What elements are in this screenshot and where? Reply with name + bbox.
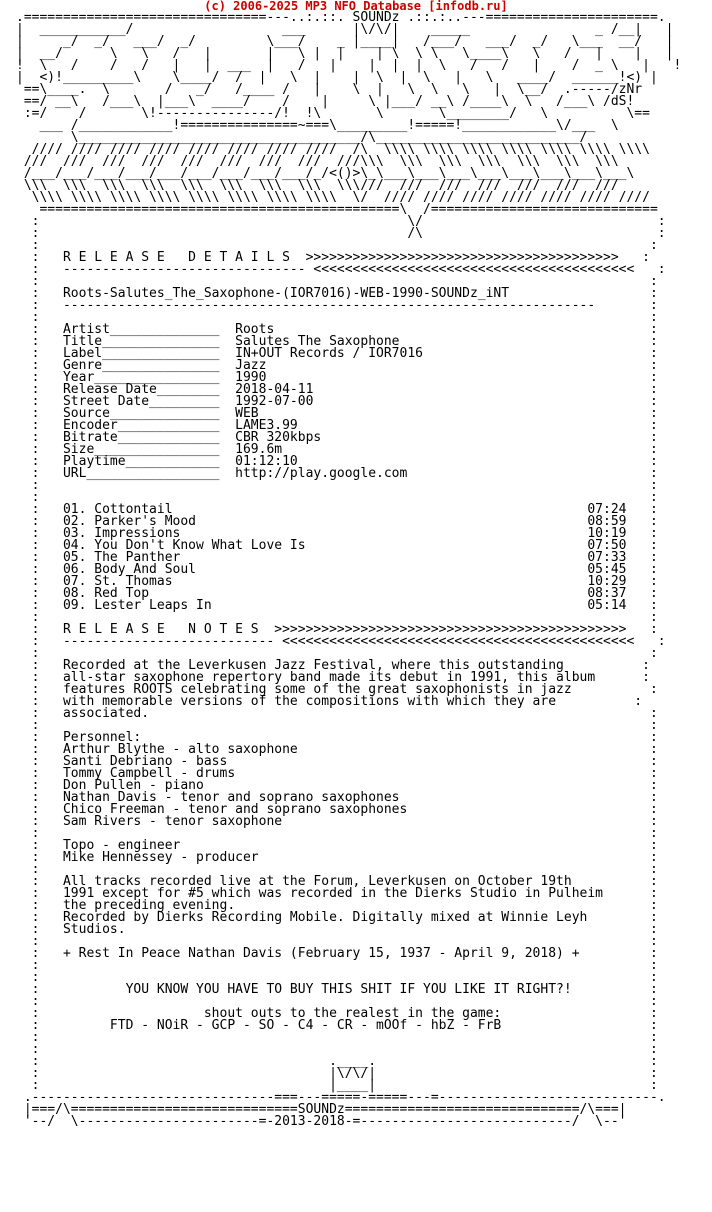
nfo-line: : : [16, 862, 658, 877]
nfo-line: : Recorded by Dierks Recording Mobile. Digitally mixed at Winnie Leyh : [16, 910, 658, 925]
nfo-line: .-------------------------------===---=====-=====---=----------------------------. [16, 1090, 666, 1105]
nfo-line: ! \ / / / | | ___ | / | | | | \ / / | / _ \ | ! [16, 58, 682, 73]
nfo-line: | ___________/ ___ |\/\/| _____ _ /__| | [16, 22, 674, 37]
nfo-line: : Personnel: : [16, 730, 658, 745]
nfo-line: ==============================================\ /============================= [16, 202, 658, 217]
nfo-line: : : [16, 970, 658, 985]
nfo-line: : 07. St. Thomas 10:29 : [16, 574, 658, 589]
nfo-line: : : [16, 718, 658, 733]
nfo-line: : 04. You Don't Know What Love Is 07:50 : [16, 538, 658, 553]
nfo-line: : 02. Parker's Mood 08:59 : [16, 514, 658, 529]
nfo-line: /___/___/___/___/___/___/___/___/___/_/<()>\_\___\___\___\___\___\___\___\___\ [16, 166, 635, 181]
nfo-line: : Source______________ WEB : [16, 406, 658, 421]
nfo-line: : R E L E A S E D E T A I L S >>>>>>>>>>>>>>>>>>>>>>>>>>>>>>>>>>>>>>>> : [16, 250, 650, 265]
nfo-line: : : [16, 646, 658, 661]
nfo-line: : YOU KNOW YOU HAVE TO BUY THIS SHIT IF YOU LIKE IT RIGHT?! : [16, 982, 658, 997]
nfo-line: ___ /____________!===============~===\_________!=====!____________\/___ \ [16, 118, 619, 133]
nfo-line: : associated. : [16, 706, 658, 721]
nfo-line: : ------------------------------- <<<<<<<<<<<<<<<<<<<<<<<<<<<<<<<<<<<<<<<<< : [16, 262, 666, 277]
nfo-line: : |\/\/| : [16, 1066, 658, 1081]
nfo-line: : Encoder_____________ LAME3.99 : [16, 418, 658, 433]
nfo-line: : : [16, 310, 658, 325]
nfo-line: : : [16, 238, 658, 253]
nfo-line: : Mike Hennessey - producer : [16, 850, 658, 865]
nfo-line: : : [16, 994, 658, 1009]
nfo-line: : the preceding evening. : [16, 898, 658, 913]
nfo-line: :=/ / \!---------------/! !\ \ \________/ \ \== [16, 106, 650, 121]
nfo-line: /// /// /// /// /// /// /// /// ///\\\ \\\ \\\ \\\ \\\ \\\ \\\ [16, 154, 619, 169]
nfo-line: : Santi Debriano - bass : [16, 754, 658, 769]
nfo-line: : URL_________________ http://play.google.com : [16, 466, 658, 481]
nfo-line: : : [16, 1042, 658, 1057]
nfo-line: : shout outs to the realest in the game: : [16, 1006, 658, 1021]
nfo-line: | <)!_________\ \____/ / | \ | | \ | \ | \ ____/ ______!<) | [16, 70, 658, 85]
nfo-line: : Playtime____________ 01:12:10 : [16, 454, 658, 469]
nfo-line: : Tommy Campbell - drums : [16, 766, 658, 781]
nfo-text [16, 12, 681, 1128]
nfo-line: : Label_______________ IN+OUT Records / IOR7016 : [16, 346, 658, 361]
nfo-line: : Sam Rivers - tenor saxophone : [16, 814, 658, 829]
nfo-line: : : [16, 1030, 658, 1045]
nfo-line: : + Rest In Peace Nathan Davis (February 15, 1937 - April 9, 2018) + : [16, 946, 658, 961]
nfo-line: : --------------------------- <<<<<<<<<<<<<<<<<<<<<<<<<<<<<<<<<<<<<<<<<<<<< : [16, 634, 666, 649]
nfo-line: : |____| : [16, 1078, 658, 1093]
nfo-line: : : [16, 934, 658, 949]
nfo-line: : Studios. : [16, 922, 658, 937]
nfo-line: |===/\=============================SOUNDz==============================/\===| [16, 1102, 627, 1117]
nfo-line: : Bitrate_____________ CBR 320kbps : [16, 430, 658, 445]
nfo-line: : Genre_______________ Jazz : [16, 358, 658, 373]
nfo-line: : : [16, 478, 658, 493]
nfo-line: : Arthur Blythe - alto saxophone : [16, 742, 658, 757]
nfo-line: : : [16, 274, 658, 289]
nfo-line: : : [16, 490, 658, 505]
nfo-line: : Topo - engineer : [16, 838, 658, 853]
nfo-line: : all-star saxophone repertory band made its debut in 1991, this album : [16, 670, 650, 685]
nfo-line: : 01. Cottontail 07:24 : [16, 502, 658, 517]
nfo-line: : .____. : [16, 1054, 658, 1069]
nfo-line: : 1991 except for #5 which was recorded in the Dierks Studio in Pulheim : [16, 886, 658, 901]
nfo-line: : 05. The Panther 07:33 : [16, 550, 658, 565]
nfo-line: ==\____. \ / _/ /____ / | \ | \ \ \ | \__/ .-----/zNr [16, 82, 643, 97]
nfo-line: \____________________________________/\__________________________/ [16, 130, 588, 145]
nfo-line: : Release Date________ 2018-04-11 : [16, 382, 658, 397]
nfo-line: \\\ \\\ \\\ \\\ \\\ \\\ \\\ \\\ \\\/// /// /// /// /// /// /// [16, 178, 619, 193]
nfo-line: .===============================---..:.::. SOUNDz .::.:..---======================. [16, 10, 666, 25]
nfo-line: : Roots-Salutes_The_Saxophone-(IOR7016)-WEB-1990-SOUNDz_iNT : [16, 286, 658, 301]
nfo-line: : 08. Red Top 08:37 : [16, 586, 658, 601]
nfo-line: : FTD - NOiR - GCP - SO - C4 - CR - mOOf - hbZ - FrB : [16, 1018, 658, 1033]
nfo-line: : with memorable versions of the compositions with which they are : [16, 694, 643, 709]
nfo-line: : : [16, 958, 658, 973]
nfo-line: : Nathan Davis - tenor and soprano saxophones : [16, 790, 658, 805]
nfo-line: //// //// //// //// //// //// //// //// /\ \\\\ \\\\ \\\\ \\\\ \\\\ \\\\ \\\\ [16, 142, 650, 157]
nfo-line: : features ROOTS celebrating some of the great saxophonists in jazz : [16, 682, 658, 697]
nfo-line: ==/ __\ /___\ |___\ ____/ / | \ |___/ __\ /____\ \ /___\ /dS! [16, 94, 635, 109]
nfo-line: : Title_______________ Salutes The Saxophone : [16, 334, 658, 349]
nfo-line: : : [16, 826, 658, 841]
nfo-line: : Street Date_________ 1992-07-00 : [16, 394, 658, 409]
nfo-line: : 06. Body And Soul 05:45 : [16, 562, 658, 577]
nfo-line: : Chico Freeman - tenor and soprano saxophones : [16, 802, 658, 817]
site-header[interactable]: (c) 2006-2025 MP3 NFO Database [infodb.ru] [204, 0, 508, 13]
nfo-line: : : [16, 610, 658, 625]
nfo-line: : 03. Impressions 10:19 : [16, 526, 658, 541]
nfo-line: : Artist______________ Roots : [16, 322, 658, 337]
nfo-line: : Don Pullen - piano : [16, 778, 658, 793]
nfo-line: : All tracks recorded live at the Forum, Leverkusen on October 19th : [16, 874, 658, 889]
nfo-line: : /\ : [16, 226, 666, 241]
nfo-line: '--/ \-----------------------=-2013-2018-=---------------------------/ \--' [16, 1114, 627, 1129]
nfo-line: : Size________________ 169.6m : [16, 442, 658, 457]
nfo-line: : -------------------------------------------------------------------- : [16, 298, 658, 313]
nfo-line: : 09. Lester Leaps In 05:14 : [16, 598, 658, 613]
nfo-line: \\\\ \\\\ \\\\ \\\\ \\\\ \\\\ \\\\ \\\\ \/ //// //// //// //// //// //// //// [16, 190, 650, 205]
nfo-line: : Recorded at the Leverkusen Jazz Festival, where this outstanding : [16, 658, 650, 673]
nfo-line: : \/ : [16, 214, 666, 229]
nfo-line: : Year________________ 1990 : [16, 370, 658, 385]
nfo-line: | __/ \ \ / | | \ | | | \ \ \ \____\ \ / | | | [16, 46, 674, 61]
nfo-line: : R E L E A S E N O T E S >>>>>>>>>>>>>>>>>>>>>>>>>>>>>>>>>>>>>>>>>>>>> : [16, 622, 658, 637]
nfo-line: | _/ _/ ___/ _/ \___/ _ |____| /___/ ___/ _/ \___ __/ | [16, 34, 674, 49]
